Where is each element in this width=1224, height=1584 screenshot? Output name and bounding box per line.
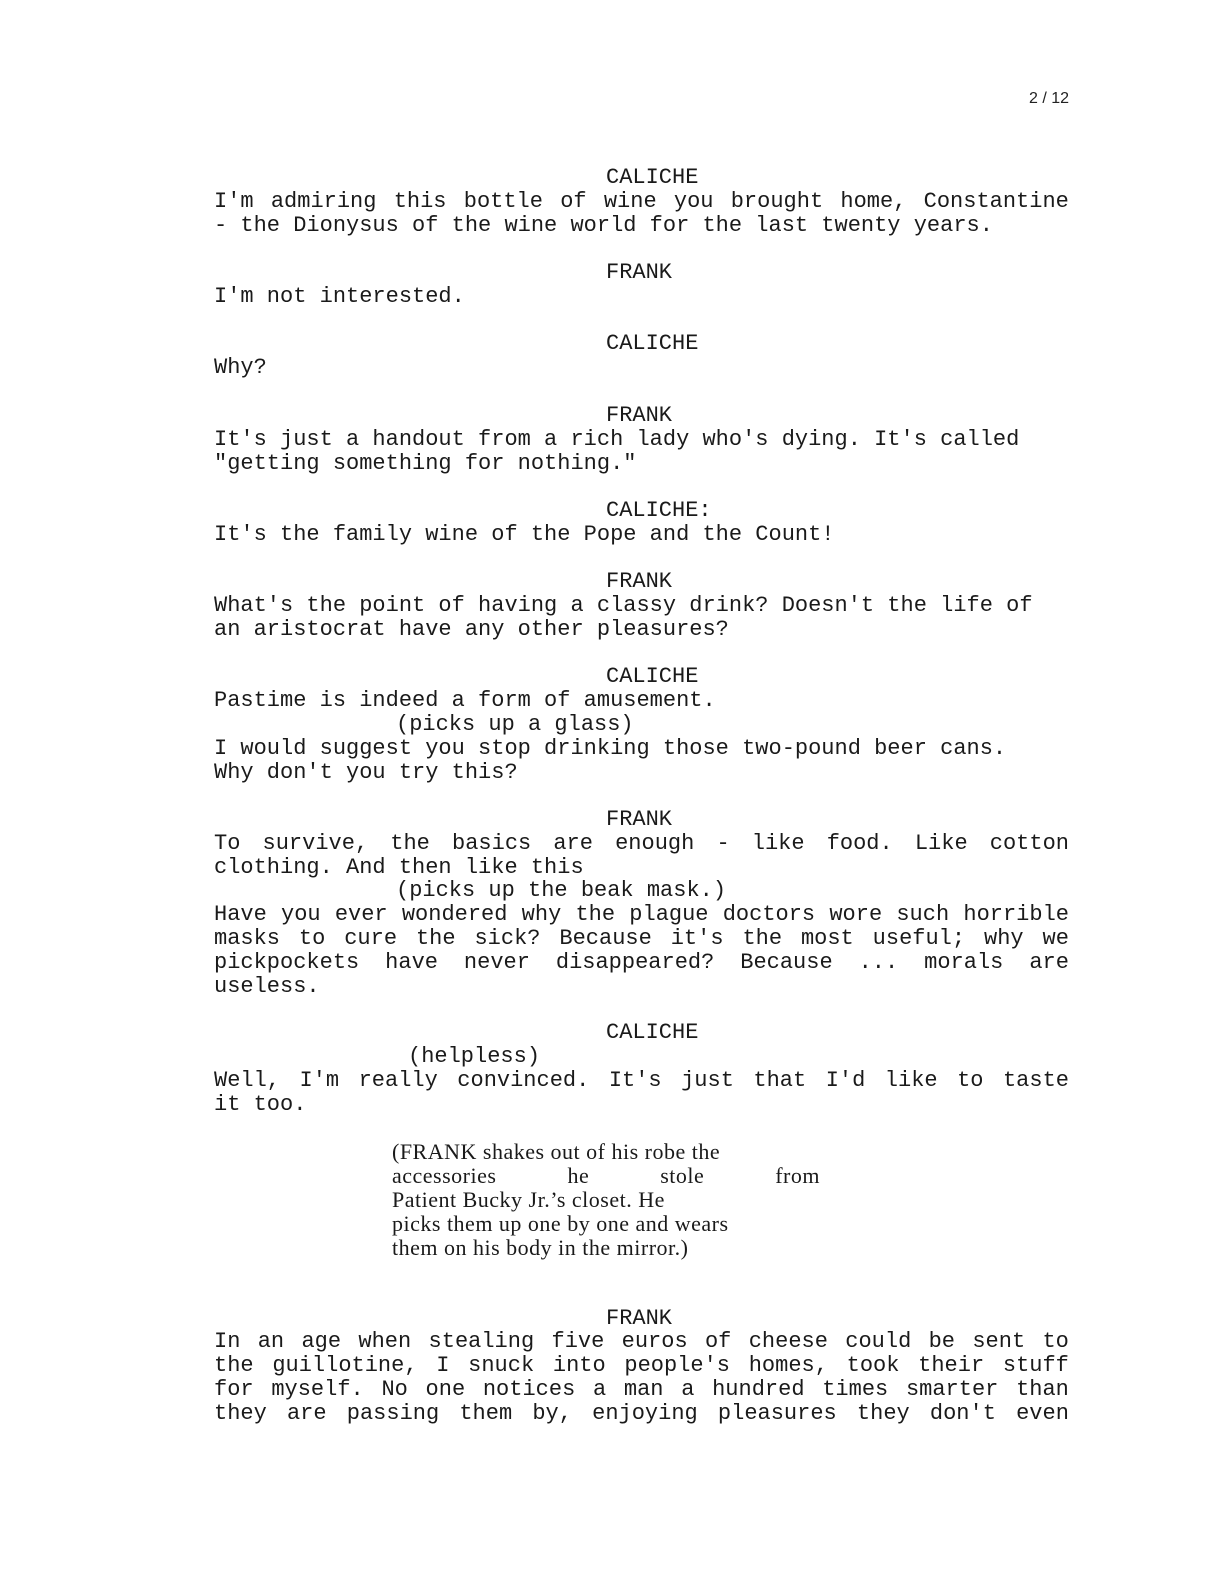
word: admiring: [270, 189, 377, 214]
word: accessories: [392, 1163, 497, 1188]
word: guillotine,: [272, 1353, 418, 1378]
dialogue-line: Why don't you try this?: [214, 760, 518, 785]
word: bottle: [463, 189, 543, 214]
word: Because: [740, 950, 833, 975]
dialogue-line: an aristocrat have any other pleasures?: [214, 617, 729, 642]
word: wondered: [401, 902, 508, 927]
word: wine: [603, 189, 657, 214]
action-line: picks them up one by one and wears: [392, 1211, 729, 1236]
word: ever: [334, 902, 388, 927]
dialogue-line: [214, 951, 1069, 975]
dialogue-line: [214, 1354, 1069, 1378]
dialogue-line: Why?: [214, 355, 267, 380]
character-cue: CALICHE: [606, 165, 699, 190]
word: to: [298, 926, 326, 951]
character-cue: FRANK: [606, 1306, 673, 1331]
word: morals: [924, 950, 1004, 975]
word: useful;: [872, 926, 966, 951]
dialogue-line: [214, 1330, 1069, 1354]
parenthetical: (helpless): [408, 1044, 541, 1069]
word: taste: [1002, 1068, 1069, 1093]
page-number: 2 / 12: [1028, 90, 1069, 107]
word: wore: [829, 902, 883, 927]
word: this: [393, 189, 447, 214]
word: pickpockets: [214, 950, 360, 975]
word: basics: [452, 831, 532, 856]
dialogue-line: [214, 1069, 1069, 1093]
word: such: [896, 902, 950, 927]
word: notices: [482, 1377, 576, 1402]
character-cue: CALICHE: [606, 1020, 699, 1045]
character-cue: FRANK: [606, 403, 673, 428]
parenthetical: (picks up the beak mask.): [396, 878, 727, 903]
word: plague: [629, 902, 709, 927]
word: the: [742, 926, 783, 951]
character-cue: CALICHE: [606, 331, 699, 356]
word: hundred: [712, 1377, 805, 1402]
word: five: [551, 1329, 605, 1354]
dialogue-line: It's just a handout from a rich lady who's dying. It's called: [214, 427, 1020, 452]
word: snuck: [468, 1353, 535, 1378]
word: -: [716, 831, 730, 856]
word: pleasures: [717, 1401, 837, 1426]
word: enjoying: [592, 1401, 698, 1426]
word: be: [928, 1329, 956, 1354]
word: why: [984, 926, 1024, 951]
word: I'd: [825, 1068, 866, 1093]
word: No: [381, 1377, 408, 1402]
word: that: [753, 1068, 807, 1093]
word: times: [822, 1377, 889, 1402]
word: from: [775, 1163, 820, 1188]
word: food.: [826, 831, 893, 856]
word: I'm: [214, 189, 254, 214]
word: doctors: [722, 902, 816, 927]
word: Well,: [214, 1068, 281, 1093]
word: we: [1042, 926, 1069, 951]
word: stuff: [1002, 1353, 1069, 1378]
word: them: [459, 1401, 513, 1426]
word: I: [436, 1353, 450, 1378]
word: into: [552, 1353, 606, 1378]
word: of: [560, 189, 587, 214]
dialogue-line: What's the point of having a classy drink? Doesn't the life of: [214, 593, 1033, 618]
word: passing: [346, 1401, 440, 1426]
word: you: [281, 902, 321, 927]
word: he: [567, 1163, 590, 1188]
word: sick?: [474, 926, 541, 951]
word: man: [623, 1377, 664, 1402]
dialogue-line: [214, 832, 1069, 856]
word: smarter: [905, 1377, 999, 1402]
word: home,: [840, 189, 907, 214]
word: took: [846, 1353, 900, 1378]
word: are: [553, 831, 593, 856]
word: to: [957, 1068, 984, 1093]
word: could: [845, 1329, 912, 1354]
word: the: [575, 902, 616, 927]
dialogue-line: [214, 1402, 1069, 1426]
character-cue: FRANK: [606, 569, 673, 594]
word: horrible: [963, 902, 1069, 927]
word: you: [673, 189, 714, 214]
dialogue-line: It's the family wine of the Pope and the Count!: [214, 522, 835, 547]
word: an: [257, 1329, 285, 1354]
word: don't: [929, 1401, 996, 1426]
word: To: [214, 831, 241, 856]
word: stole: [660, 1163, 705, 1188]
word: masks: [214, 926, 281, 951]
word: I'm: [299, 1068, 340, 1093]
action-line: Patient Bucky Jr.’s closet. He: [392, 1187, 665, 1212]
dialogue-line: [214, 190, 1069, 214]
word: brought: [730, 189, 824, 214]
word: a: [681, 1377, 695, 1402]
dialogue-line: - the Dionysus of the wine world for the last twenty years.: [214, 213, 993, 238]
word: just: [681, 1068, 734, 1093]
dialogue-line: I'm not interested.: [214, 284, 465, 309]
word: disappeared?: [555, 950, 715, 975]
word: like: [884, 1068, 938, 1093]
word: cure: [344, 926, 398, 951]
word: cotton: [989, 831, 1069, 856]
word: one: [425, 1377, 466, 1402]
word: why: [521, 902, 562, 927]
word: they: [214, 1401, 267, 1426]
word: the: [390, 831, 430, 856]
dialogue-line: I would suggest you stop drinking those two-pound beer cans.: [214, 736, 1007, 761]
word: sent: [972, 1329, 1026, 1354]
dialogue-line: Pastime is indeed a form of amusement.: [214, 688, 716, 713]
word: myself.: [271, 1377, 364, 1402]
word: to: [1042, 1329, 1069, 1354]
word: most: [800, 926, 854, 951]
word: they: [856, 1401, 910, 1426]
action-line: [392, 1164, 820, 1188]
dialogue-line: "getting something for nothing.": [214, 451, 637, 476]
word: cheese: [748, 1329, 828, 1354]
word: really: [358, 1068, 438, 1093]
word: ...: [858, 950, 899, 975]
word: convinced.: [457, 1068, 590, 1093]
word: homes,: [748, 1353, 828, 1378]
word: it's: [670, 926, 724, 951]
character-cue: FRANK: [606, 807, 673, 832]
character-cue: CALICHE:: [606, 498, 712, 523]
word: Have: [214, 902, 267, 927]
word: of: [704, 1329, 732, 1354]
word: euros: [621, 1329, 688, 1354]
dialogue-line: it too.: [214, 1092, 307, 1117]
action-line: them on his body in the mirror.): [392, 1235, 689, 1260]
word: like: [751, 831, 805, 856]
word: It's: [608, 1068, 662, 1093]
word: are: [1029, 950, 1069, 975]
action-line: (FRANK shakes out of his robe the: [392, 1139, 721, 1164]
word: than: [1016, 1377, 1069, 1402]
word: the: [415, 926, 456, 951]
dialogue-line: useless.: [214, 974, 320, 999]
word: survive,: [262, 831, 369, 856]
word: a: [592, 1377, 607, 1402]
word: when: [358, 1329, 412, 1354]
dialogue-line: [214, 927, 1069, 951]
word: by,: [532, 1401, 572, 1426]
word: the: [214, 1353, 254, 1378]
word: age: [301, 1329, 342, 1354]
dialogue-line: [214, 1378, 1069, 1402]
word: have: [385, 950, 438, 975]
character-cue: CALICHE: [606, 664, 699, 689]
word: people's: [624, 1353, 731, 1378]
dialogue-line: clothing. And then like this: [214, 855, 584, 880]
dialogue-line: [214, 903, 1069, 927]
character-cue: FRANK: [606, 260, 673, 285]
word: are: [286, 1401, 327, 1426]
word: Because: [559, 926, 652, 951]
word: their: [918, 1353, 985, 1378]
word: for: [214, 1377, 254, 1402]
parenthetical: (picks up a glass): [396, 712, 634, 737]
word: Like: [914, 831, 968, 856]
word: Constantine: [923, 189, 1069, 214]
word: In: [214, 1329, 241, 1354]
word: enough: [615, 831, 695, 856]
word: even: [1016, 1401, 1069, 1426]
word: never: [463, 950, 530, 975]
word: stealing: [428, 1329, 535, 1354]
